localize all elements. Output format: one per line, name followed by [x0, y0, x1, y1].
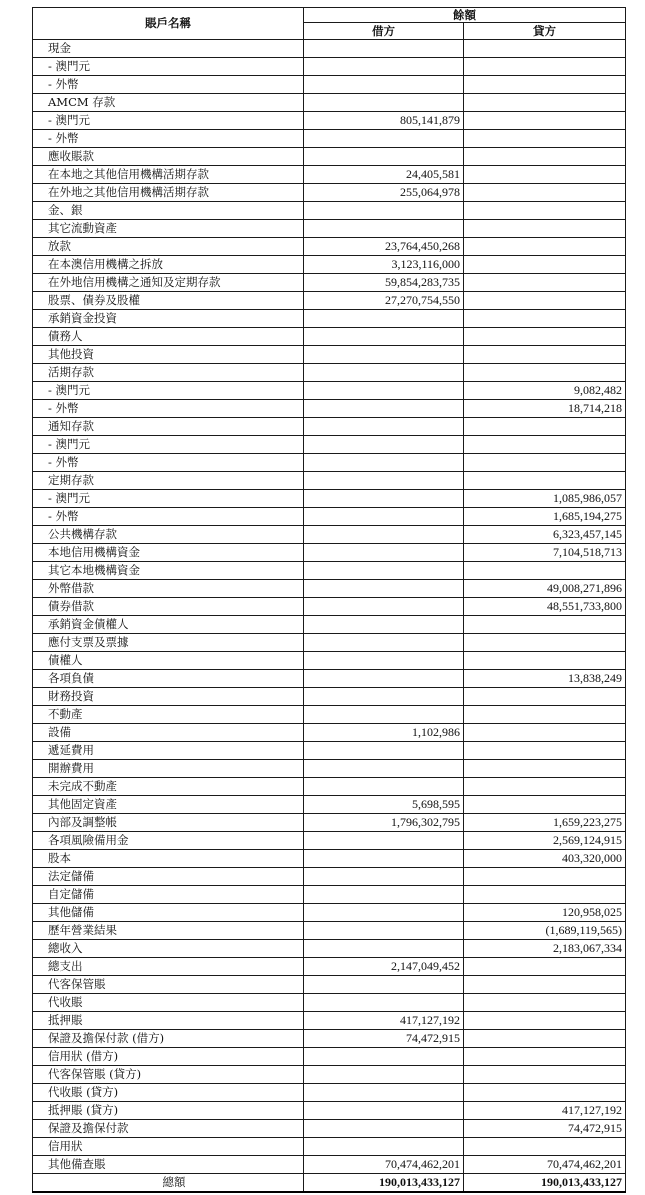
- credit-cell: 6,323,457,145: [464, 526, 626, 544]
- debit-cell: [304, 202, 464, 220]
- debit-cell: [304, 922, 464, 940]
- trial-balance-sheet: [32, 7, 625, 1193]
- table-row: [33, 1048, 626, 1066]
- account-name-cell: 設備: [33, 724, 304, 742]
- credit-cell: [464, 760, 626, 778]
- table-row: [33, 238, 626, 256]
- table-row: [33, 1084, 626, 1102]
- table-footer: [33, 1174, 626, 1193]
- table-row: [33, 202, 626, 220]
- table-row: [33, 778, 626, 796]
- credit-cell: 70,474,462,201: [464, 1156, 626, 1174]
- account-name-cell: 本地信用機構資金: [33, 544, 304, 562]
- credit-cell: [464, 148, 626, 166]
- debit-cell: [304, 1138, 464, 1156]
- credit-cell: [464, 742, 626, 760]
- account-name-cell: 定期存款: [33, 472, 304, 490]
- credit-cell: [464, 112, 626, 130]
- account-name-cell: 其他儲備: [33, 904, 304, 922]
- account-name-cell: 抵押賬 (貸方): [33, 1102, 304, 1120]
- table-row: [33, 418, 626, 436]
- total-label: 總額: [33, 1174, 304, 1193]
- credit-cell: 13,838,249: [464, 670, 626, 688]
- credit-cell: 2,183,067,334: [464, 940, 626, 958]
- credit-cell: 18,714,218: [464, 400, 626, 418]
- table-row: [33, 76, 626, 94]
- credit-cell: [464, 130, 626, 148]
- debit-cell: [304, 76, 464, 94]
- debit-cell: [304, 994, 464, 1012]
- credit-cell: [464, 94, 626, 112]
- credit-cell: [464, 688, 626, 706]
- table-row: [33, 328, 626, 346]
- table-row: [33, 112, 626, 130]
- account-name-cell: 金、銀: [33, 202, 304, 220]
- debit-cell: [304, 634, 464, 652]
- account-name-cell: 不動產: [33, 706, 304, 724]
- table-row: [33, 652, 626, 670]
- credit-cell: [464, 58, 626, 76]
- debit-cell: [304, 778, 464, 796]
- debit-cell: [304, 382, 464, 400]
- credit-cell: [464, 958, 626, 976]
- account-name-cell: 未完成不動產: [33, 778, 304, 796]
- debit-cell: [304, 490, 464, 508]
- credit-cell: 9,082,482: [464, 382, 626, 400]
- account-name-cell: 在本澳信用機構之拆放: [33, 256, 304, 274]
- account-name-cell: 其它流動資產: [33, 220, 304, 238]
- account-name-cell: 代客保管賬 (貸方): [33, 1066, 304, 1084]
- credit-cell: [464, 706, 626, 724]
- credit-cell: [464, 1138, 626, 1156]
- table-row: [33, 616, 626, 634]
- debit-cell: [304, 436, 464, 454]
- credit-cell: [464, 472, 626, 490]
- account-name-cell: 代收賬 (貸方): [33, 1084, 304, 1102]
- debit-cell: 27,270,754,550: [304, 292, 464, 310]
- credit-cell: (1,689,119,565): [464, 922, 626, 940]
- account-name-cell: - 外幣: [33, 454, 304, 472]
- debit-cell: [304, 130, 464, 148]
- credit-cell: [464, 436, 626, 454]
- credit-cell: [464, 1030, 626, 1048]
- table-row: [33, 58, 626, 76]
- credit-cell: 7,104,518,713: [464, 544, 626, 562]
- debit-cell: [304, 1102, 464, 1120]
- credit-cell: 1,085,986,057: [464, 490, 626, 508]
- debit-cell: 59,854,283,735: [304, 274, 464, 292]
- debit-cell: [304, 688, 464, 706]
- credit-cell: 49,008,271,896: [464, 580, 626, 598]
- table-row: [33, 670, 626, 688]
- table-row: [33, 706, 626, 724]
- account-name-cell: 債券借款: [33, 598, 304, 616]
- table-row: [33, 814, 626, 832]
- table-row: [33, 1138, 626, 1156]
- table-row: [33, 400, 626, 418]
- account-name-cell: 法定儲備: [33, 868, 304, 886]
- debit-cell: [304, 40, 464, 58]
- credit-cell: [464, 616, 626, 634]
- credit-cell: 1,685,194,275: [464, 508, 626, 526]
- table-row: [33, 166, 626, 184]
- table-row: [33, 184, 626, 202]
- credit-cell: [464, 454, 626, 472]
- debit-cell: [304, 670, 464, 688]
- credit-cell: [464, 364, 626, 382]
- table-row: [33, 976, 626, 994]
- debit-cell: [304, 400, 464, 418]
- debit-cell: [304, 418, 464, 436]
- account-name-cell: 內部及調整帳: [33, 814, 304, 832]
- credit-cell: [464, 310, 626, 328]
- debit-cell: [304, 364, 464, 382]
- debit-cell: 5,698,595: [304, 796, 464, 814]
- account-name-cell: - 澳門元: [33, 112, 304, 130]
- account-name-cell: - 外幣: [33, 400, 304, 418]
- debit-cell: [304, 580, 464, 598]
- account-name-cell: 其他固定資產: [33, 796, 304, 814]
- debit-cell: [304, 850, 464, 868]
- credit-cell: 403,320,000: [464, 850, 626, 868]
- account-name-cell: 在本地之其他信用機構活期存款: [33, 166, 304, 184]
- debit-cell: 1,796,302,795: [304, 814, 464, 832]
- account-name-cell: 保證及擔保付款: [33, 1120, 304, 1138]
- table-row: [33, 958, 626, 976]
- credit-cell: [464, 256, 626, 274]
- total-row: [33, 1174, 626, 1193]
- credit-cell: 74,472,915: [464, 1120, 626, 1138]
- debit-cell: 74,472,915: [304, 1030, 464, 1048]
- credit-cell: [464, 652, 626, 670]
- debit-cell: [304, 94, 464, 112]
- debit-cell: [304, 220, 464, 238]
- credit-cell: [464, 1012, 626, 1030]
- account-name-cell: 代客保管賬: [33, 976, 304, 994]
- table-row: [33, 1102, 626, 1120]
- table-row: [33, 1156, 626, 1174]
- credit-cell: [464, 1066, 626, 1084]
- debit-cell: [304, 976, 464, 994]
- account-name-cell: 歷年營業結果: [33, 922, 304, 940]
- debit-cell: [304, 310, 464, 328]
- account-name-cell: - 澳門元: [33, 382, 304, 400]
- account-name-cell: 債務人: [33, 328, 304, 346]
- debit-cell: 3,123,116,000: [304, 256, 464, 274]
- account-name-cell: 開辦費用: [33, 760, 304, 778]
- account-name-header: 賬戶名稱: [33, 8, 304, 40]
- credit-cell: [464, 868, 626, 886]
- table-row: [33, 94, 626, 112]
- table-row: [33, 490, 626, 508]
- credit-cell: [464, 976, 626, 994]
- credit-cell: [464, 292, 626, 310]
- debit-cell: [304, 904, 464, 922]
- account-name-cell: 放款: [33, 238, 304, 256]
- table-row: [33, 310, 626, 328]
- debit-cell: [304, 706, 464, 724]
- account-name-cell: - 外幣: [33, 76, 304, 94]
- table-row: [33, 868, 626, 886]
- credit-cell: 1,659,223,275: [464, 814, 626, 832]
- debit-cell: [304, 526, 464, 544]
- account-name-cell: 應付支票及票據: [33, 634, 304, 652]
- debit-cell: [304, 616, 464, 634]
- debit-cell: [304, 1066, 464, 1084]
- credit-cell: [464, 796, 626, 814]
- debit-cell: [304, 454, 464, 472]
- account-name-cell: 在外地之其他信用機構活期存款: [33, 184, 304, 202]
- table-row: [33, 850, 626, 868]
- table-row: [33, 886, 626, 904]
- debit-cell: 255,064,978: [304, 184, 464, 202]
- account-name-cell: 遞延費用: [33, 742, 304, 760]
- credit-cell: [464, 220, 626, 238]
- credit-cell: 120,958,025: [464, 904, 626, 922]
- account-name-cell: - 澳門元: [33, 490, 304, 508]
- account-name-cell: 其它本地機構資金: [33, 562, 304, 580]
- credit-cell: 2,569,124,915: [464, 832, 626, 850]
- credit-cell: [464, 40, 626, 58]
- total-credit: 190,013,433,127: [464, 1174, 626, 1193]
- debit-cell: 1,102,986: [304, 724, 464, 742]
- debit-cell: 805,141,879: [304, 112, 464, 130]
- account-name-cell: 保證及擔保付款 (借方): [33, 1030, 304, 1048]
- table-row: [33, 634, 626, 652]
- account-name-cell: AMCM 存款: [33, 94, 304, 112]
- credit-cell: [464, 1048, 626, 1066]
- debit-cell: 2,147,049,452: [304, 958, 464, 976]
- account-name-cell: 債權人: [33, 652, 304, 670]
- credit-cell: [464, 778, 626, 796]
- account-name-cell: 公共機構存款: [33, 526, 304, 544]
- credit-cell: 48,551,733,800: [464, 598, 626, 616]
- credit-cell: [464, 418, 626, 436]
- table-row: [33, 994, 626, 1012]
- table-row: [33, 148, 626, 166]
- debit-cell: [304, 652, 464, 670]
- table-row: [33, 256, 626, 274]
- table-row: [33, 742, 626, 760]
- table-row: [33, 544, 626, 562]
- credit-cell: [464, 562, 626, 580]
- total-debit: 190,013,433,127: [304, 1174, 464, 1193]
- account-name-cell: 其他投資: [33, 346, 304, 364]
- table-row: [33, 1066, 626, 1084]
- credit-cell: [464, 274, 626, 292]
- table-row: [33, 580, 626, 598]
- account-name-cell: 總收入: [33, 940, 304, 958]
- account-name-cell: 應收賬款: [33, 148, 304, 166]
- account-name-cell: 通知存款: [33, 418, 304, 436]
- table-row: [33, 1030, 626, 1048]
- account-name-cell: 承銷資金債權人: [33, 616, 304, 634]
- credit-cell: [464, 346, 626, 364]
- debit-cell: [304, 562, 464, 580]
- account-name-cell: 信用狀: [33, 1138, 304, 1156]
- trial-balance-table: [32, 7, 626, 1193]
- table-body: [33, 40, 626, 1174]
- account-name-cell: 現金: [33, 40, 304, 58]
- account-name-cell: 總支出: [33, 958, 304, 976]
- table-row: [33, 40, 626, 58]
- account-name-cell: - 外幣: [33, 508, 304, 526]
- account-name-cell: 股本: [33, 850, 304, 868]
- table-row: [33, 382, 626, 400]
- account-name-cell: 財務投資: [33, 688, 304, 706]
- credit-cell: [464, 1084, 626, 1102]
- credit-cell: [464, 634, 626, 652]
- credit-cell: [464, 202, 626, 220]
- table-row: [33, 904, 626, 922]
- table-row: [33, 796, 626, 814]
- credit-header: 貸方: [464, 23, 626, 40]
- account-name-cell: - 澳門元: [33, 58, 304, 76]
- table-row: [33, 922, 626, 940]
- debit-cell: [304, 508, 464, 526]
- balance-header: 餘額: [304, 8, 626, 23]
- account-name-cell: 承銷資金投資: [33, 310, 304, 328]
- credit-cell: [464, 886, 626, 904]
- account-name-cell: - 外幣: [33, 130, 304, 148]
- account-name-cell: 活期存款: [33, 364, 304, 382]
- table-row: [33, 598, 626, 616]
- credit-cell: [464, 184, 626, 202]
- table-row: [33, 364, 626, 382]
- table-row: [33, 508, 626, 526]
- debit-cell: [304, 742, 464, 760]
- debit-cell: [304, 472, 464, 490]
- debit-cell: 24,405,581: [304, 166, 464, 184]
- debit-cell: [304, 544, 464, 562]
- debit-cell: [304, 1120, 464, 1138]
- table-row: [33, 724, 626, 742]
- table-header: [33, 8, 626, 40]
- account-name-cell: 各項負債: [33, 670, 304, 688]
- account-name-cell: 自定儲備: [33, 886, 304, 904]
- debit-cell: [304, 760, 464, 778]
- account-name-cell: 代收賬: [33, 994, 304, 1012]
- account-name-cell: 各項風險備用金: [33, 832, 304, 850]
- credit-cell: [464, 166, 626, 184]
- debit-cell: [304, 346, 464, 364]
- table-row: [33, 292, 626, 310]
- debit-header: 借方: [304, 23, 464, 40]
- debit-cell: [304, 1048, 464, 1066]
- debit-cell: [304, 148, 464, 166]
- account-name-cell: 在外地信用機構之通知及定期存款: [33, 274, 304, 292]
- account-name-cell: 外幣借款: [33, 580, 304, 598]
- debit-cell: [304, 868, 464, 886]
- table-row: [33, 472, 626, 490]
- table-row: [33, 562, 626, 580]
- debit-cell: [304, 1084, 464, 1102]
- credit-cell: [464, 238, 626, 256]
- account-name-cell: 抵押賬: [33, 1012, 304, 1030]
- debit-cell: 417,127,192: [304, 1012, 464, 1030]
- debit-cell: [304, 832, 464, 850]
- debit-cell: [304, 940, 464, 958]
- debit-cell: [304, 328, 464, 346]
- debit-cell: [304, 886, 464, 904]
- debit-cell: [304, 58, 464, 76]
- table-row: [33, 760, 626, 778]
- table-row: [33, 130, 626, 148]
- table-row: [33, 436, 626, 454]
- table-row: [33, 526, 626, 544]
- table-row: [33, 274, 626, 292]
- debit-cell: [304, 598, 464, 616]
- debit-cell: 23,764,450,268: [304, 238, 464, 256]
- account-name-cell: - 澳門元: [33, 436, 304, 454]
- table-row: [33, 1120, 626, 1138]
- account-name-cell: 其他備查賬: [33, 1156, 304, 1174]
- debit-cell: 70,474,462,201: [304, 1156, 464, 1174]
- table-row: [33, 832, 626, 850]
- table-row: [33, 454, 626, 472]
- account-name-cell: 信用狀 (借方): [33, 1048, 304, 1066]
- credit-cell: [464, 328, 626, 346]
- credit-cell: [464, 994, 626, 1012]
- table-row: [33, 1012, 626, 1030]
- credit-cell: [464, 724, 626, 742]
- credit-cell: [464, 76, 626, 94]
- table-row: [33, 940, 626, 958]
- credit-cell: 417,127,192: [464, 1102, 626, 1120]
- table-row: [33, 220, 626, 238]
- account-name-cell: 股票、債券及股權: [33, 292, 304, 310]
- table-row: [33, 688, 626, 706]
- table-row: [33, 346, 626, 364]
